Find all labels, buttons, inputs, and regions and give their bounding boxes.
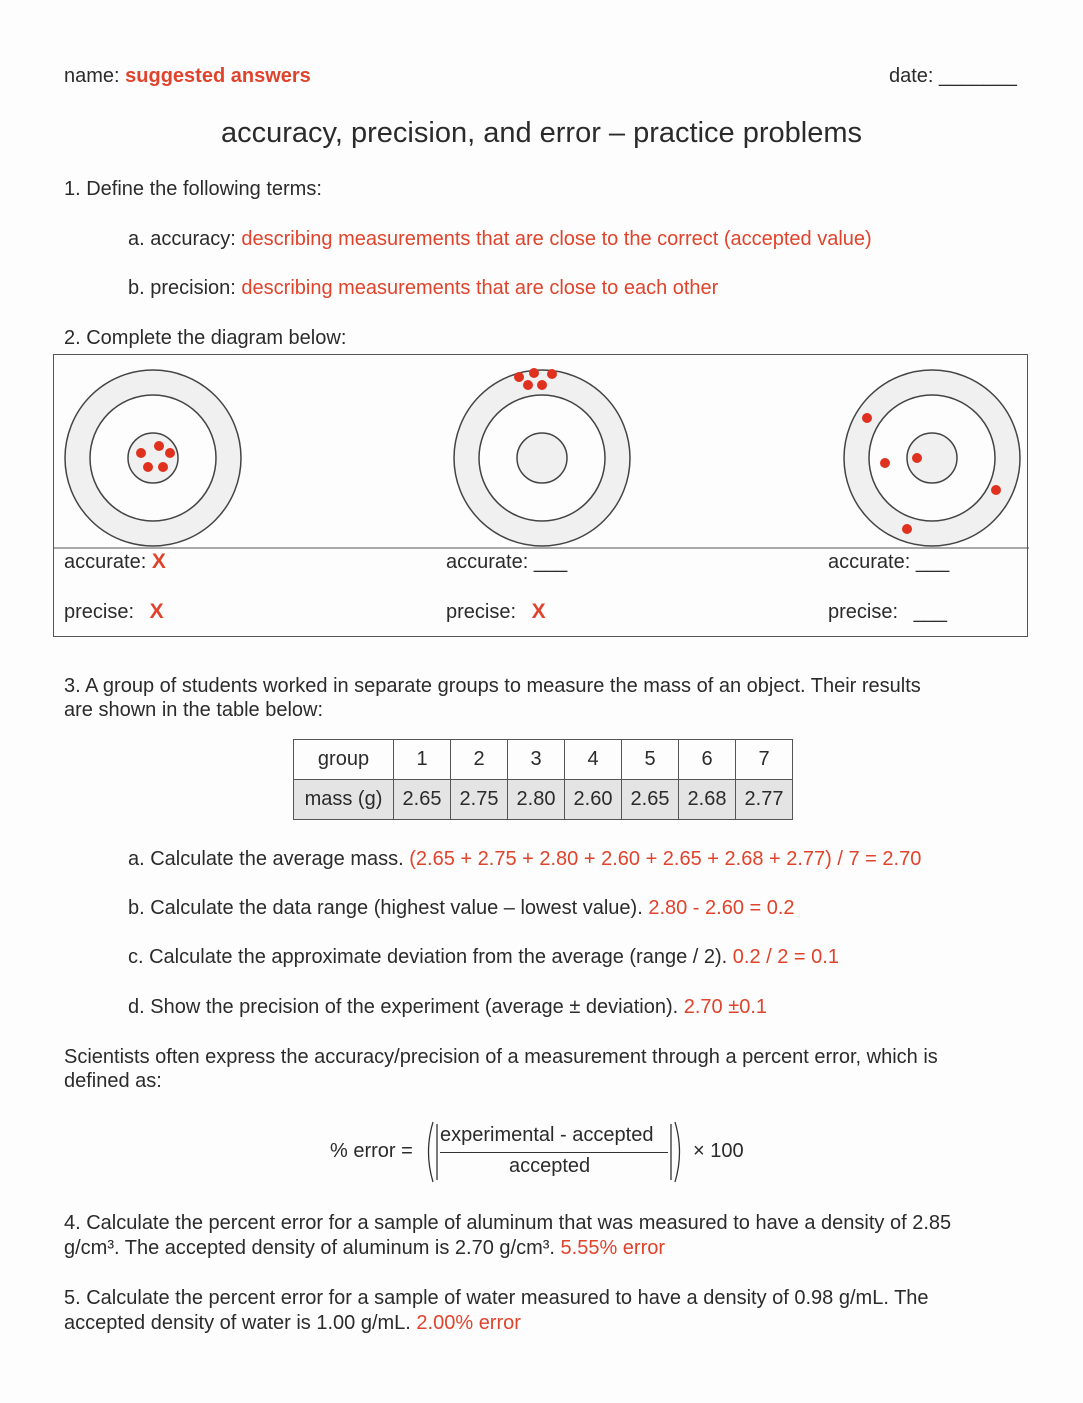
- q1-b: [128, 276, 718, 300]
- target-2-accurate: [446, 550, 567, 574]
- target-1-dot: [154, 441, 164, 451]
- target-2-bullseye: [517, 433, 567, 483]
- target-2-precise-value: X: [531, 600, 546, 623]
- formula-lhs: % error =: [330, 1140, 413, 1162]
- target-1-dot: [158, 462, 168, 472]
- date-blank: _______: [939, 65, 1017, 87]
- table-cell: 4: [565, 740, 622, 780]
- table-header-cell: mass (g): [294, 780, 394, 820]
- table-cell: 2.80: [508, 780, 565, 820]
- table-cell: 5: [622, 740, 679, 780]
- table-cell: 2.60: [565, 780, 622, 820]
- q3-d: [128, 995, 767, 1019]
- formula-denominator: accepted: [509, 1155, 591, 1177]
- target-3-accurate: [828, 550, 949, 574]
- table-cell: 2.65: [394, 780, 451, 820]
- target-2-dot: [547, 369, 557, 379]
- table-cell: 2: [451, 740, 508, 780]
- target-3-accurate-label: accurate:: [828, 551, 911, 573]
- formula-numerator: experimental - accepted: [440, 1124, 654, 1146]
- table-cell: 2.75: [451, 780, 508, 820]
- date-line: [889, 64, 1017, 88]
- target-3-accurate-value: ___: [915, 551, 950, 573]
- target-3-dot: [912, 453, 922, 463]
- q3-b-text: b. Calculate the data range (highest value – lowest value).: [128, 897, 643, 919]
- table-row: [294, 780, 793, 820]
- target-2-precise-label: precise:: [446, 601, 517, 623]
- target-3-precise-value: ___: [913, 601, 947, 623]
- q1-a-answer: describing measurements that are close to the correct (accepted value): [241, 228, 872, 250]
- target-3-precise: [828, 600, 947, 624]
- table-cell: 3: [508, 740, 565, 780]
- q5-line2: [64, 1311, 521, 1335]
- target-1-precise-label: precise:: [64, 601, 135, 623]
- target-3-dot: [880, 458, 890, 468]
- mass-table: [293, 739, 793, 820]
- target-2-precise: [446, 600, 546, 624]
- table-header-cell: group: [294, 740, 394, 780]
- q4-line2-text: g/cm³. The accepted density of aluminum is 2.70 g/cm³.: [64, 1237, 555, 1259]
- q3-b-answer: 2.80 - 2.60 = 0.2: [648, 897, 795, 919]
- name-label: name:: [64, 65, 120, 87]
- name-line: [64, 64, 311, 88]
- q3-d-text: d. Show the precision of the experiment (average ± deviation).: [128, 996, 679, 1018]
- target-diagram: [53, 354, 1028, 637]
- percent-error-intro-line1: Scientists often express the accuracy/precision of a measurement through a percent error, which is: [64, 1046, 938, 1068]
- target-3-dot: [991, 485, 1001, 495]
- target-1-accurate: [64, 550, 166, 574]
- q1-prompt: 1. Define the following terms:: [64, 178, 322, 200]
- formula-multiplier: × 100: [693, 1140, 744, 1162]
- target-3: [844, 370, 1020, 546]
- target-diagram-svg: [54, 355, 1029, 638]
- table-row: [294, 740, 793, 780]
- q3-c-answer: 0.2 / 2 = 0.1: [732, 946, 839, 968]
- q4-line2: [64, 1236, 665, 1260]
- target-2-dot: [537, 380, 547, 390]
- target-1-accurate-label: accurate:: [64, 551, 147, 573]
- q5-answer: 2.00% error: [416, 1312, 521, 1334]
- q3-a-answer: (2.65 + 2.75 + 2.80 + 2.60 + 2.65 + 2.68 + 2.77) / 7 = 2.70: [409, 848, 922, 870]
- q3-a-text: a. Calculate the average mass.: [128, 848, 404, 870]
- target-1: [65, 370, 241, 546]
- target-2-dot: [523, 380, 533, 390]
- q1-b-label: b. precision:: [128, 277, 236, 299]
- q1-b-answer: describing measurements that are close to each other: [241, 277, 719, 299]
- q3-a: [128, 847, 921, 871]
- target-1-dot: [143, 462, 153, 472]
- date-label: date:: [889, 65, 934, 87]
- table-cell: 2.77: [736, 780, 793, 820]
- table-cell: 7: [736, 740, 793, 780]
- table-cell: 1: [394, 740, 451, 780]
- q3-c-text: c. Calculate the approximate deviation from the average (range / 2).: [128, 946, 728, 968]
- q1-a-label: a. accuracy:: [128, 228, 236, 250]
- name-value: suggested answers: [125, 65, 311, 87]
- q5-line1: 5. Calculate the percent error for a sample of water measured to have a density of 0.98 g/mL. The: [64, 1287, 929, 1309]
- table-cell: 2.65: [622, 780, 679, 820]
- target-3-precise-label: precise:: [828, 601, 899, 623]
- target-1-accurate-value: X: [151, 550, 166, 573]
- q4-line1: 4. Calculate the percent error for a sample of aluminum that was measured to have a density of 2.85: [64, 1212, 952, 1234]
- q1-a: [128, 227, 872, 251]
- target-1-dot: [136, 448, 146, 458]
- target-1-dot: [165, 448, 175, 458]
- q3-prompt-line2: are shown in the table below:: [64, 699, 324, 721]
- formula-fraction: [424, 1120, 684, 1184]
- target-1-precise: [64, 600, 164, 624]
- target-1-bullseye: [128, 433, 178, 483]
- target-2: [454, 368, 630, 546]
- table-cell: 2.68: [679, 780, 736, 820]
- q3-b: [128, 896, 795, 920]
- target-2-dot: [514, 372, 524, 382]
- percent-error-intro-line2: defined as:: [64, 1070, 162, 1092]
- target-2-accurate-label: accurate:: [446, 551, 529, 573]
- q5-line2-text: accepted density of water is 1.00 g/mL.: [64, 1312, 411, 1334]
- target-2-accurate-value: ___: [533, 551, 568, 573]
- target-3-dot: [902, 524, 912, 534]
- target-2-dot: [529, 368, 539, 378]
- q2-prompt: 2. Complete the diagram below:: [64, 327, 347, 349]
- page-title: accuracy, precision, and error – practice problems: [221, 117, 862, 149]
- target-3-dot: [862, 413, 872, 423]
- q3-prompt-line1: 3. A group of students worked in separate groups to measure the mass of an object. Their results: [64, 675, 921, 697]
- target-1-precise-value: X: [149, 600, 164, 623]
- table-cell: 6: [679, 740, 736, 780]
- q3-d-answer: 2.70 ±0.1: [683, 996, 767, 1018]
- fraction-bar: [440, 1152, 668, 1153]
- q4-answer: 5.55% error: [560, 1237, 666, 1259]
- q3-c: [128, 945, 839, 969]
